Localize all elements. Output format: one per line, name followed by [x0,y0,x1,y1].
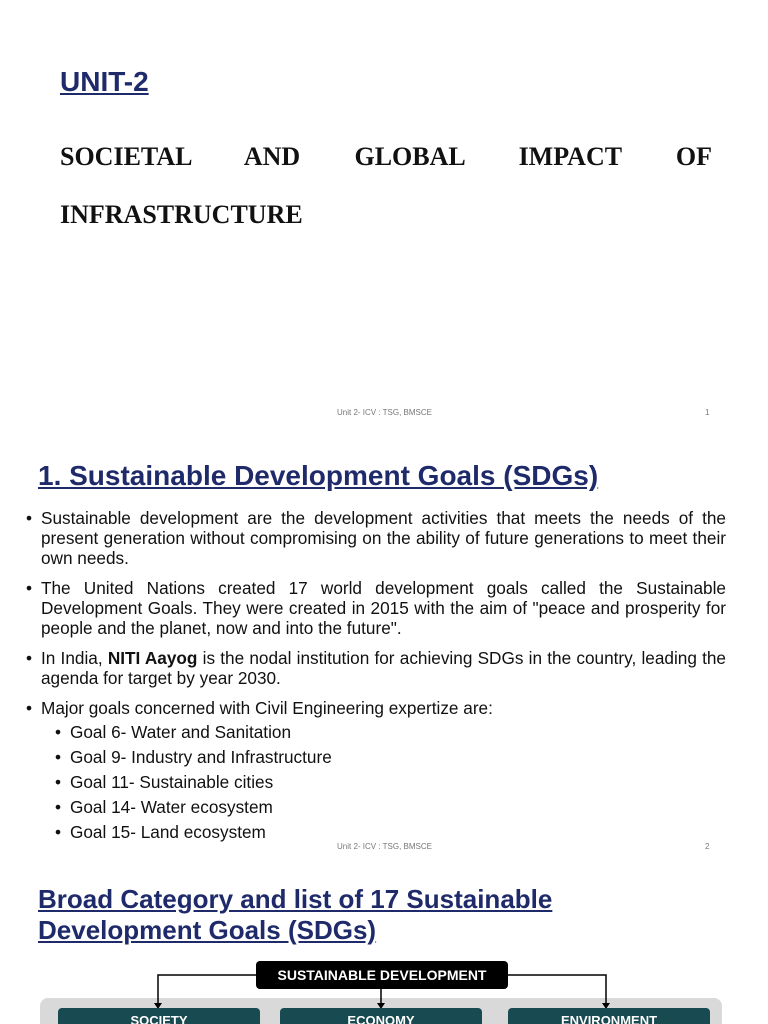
bullet-text: Major goals concerned with Civil Engineering expertize are: [41,698,493,718]
bullet-item [26,578,726,638]
goal-list [55,720,726,845]
goal-item: • Goal 9- Industry and Infrastructure [55,745,726,770]
slide-1 [0,0,768,432]
bullet-text: Sustainable development are the development activities that meets the needs of the present generation without compromising on the ability of future generations to meet their own needs. [41,508,726,568]
goal-item: • Goal 14- Water ecosystem [55,795,726,820]
page-number: 1 [705,408,710,417]
bullet-text: is the nodal institution for achieving SDGs in the country, leading the agenda for target by year 2030. [41,648,726,688]
slide-footer: Unit 2- ICV : TSG, BMSCE [337,842,432,851]
section-title: 1. Sustainable Development Goals (SDGs) [38,460,599,491]
niti-aayog: NITI Aayog [107,648,198,668]
slide-2 [0,432,768,862]
diagram-title-line-2: Development Goals (SDGs) [38,915,377,945]
bullet-text: The United Nations created 17 world development goals called the Sustainable Development Goals. They were created in 2015 with the aim of "peace and prosperity for people and the planet, now and into the future". [41,578,726,638]
sustainable-development-box: SUSTAINABLE DEVELOPMENT [256,961,508,989]
unit-title: UNIT-2 [60,66,149,97]
slide-footer: Unit 2- ICV : TSG, BMSCE [337,408,432,417]
bullet-list [26,508,726,845]
page-number: 2 [705,842,710,851]
slide-3 [0,862,768,1024]
bullet-text: In India, [41,648,108,668]
bullet-item [26,698,726,845]
category-economy: ECONOMY [280,1008,482,1024]
diagram-title-line-1: Broad Category and list of 17 Sustainable [38,884,553,914]
category-society: SOCIETY [58,1008,260,1024]
goal-item: • Goal 6- Water and Sanitation [55,720,726,745]
bullet-item [26,508,726,568]
bullet-item [26,648,726,688]
goal-item: • Goal 11- Sustainable cities [55,770,726,795]
title-line-1: SOCIETAL AND GLOBAL IMPACT OF [60,142,712,171]
goal-item: • Goal 15- Land ecosystem [55,820,726,845]
connector-lines [0,862,768,1024]
category-environment: ENVIRONMENT [508,1008,710,1024]
title-line-2: INFRASTRUCTURE [60,200,303,229]
